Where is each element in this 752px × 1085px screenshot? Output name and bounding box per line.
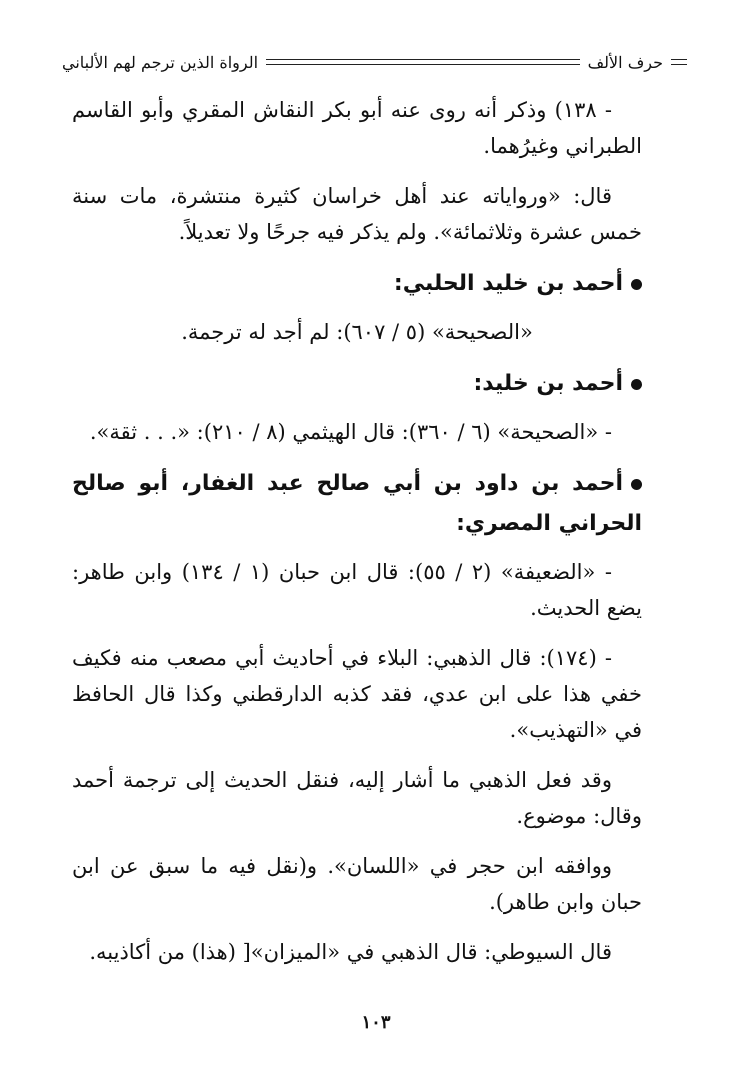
- bullet-icon: [631, 379, 642, 390]
- paragraph-quote-khurasan: قال: «ورواياته عند أهل خراسان كثيرة منتشرة، مات سنة خمس عشرة وثلاثمائة». ولم يذكر فيه جرحًا ولا تعديلاً.: [72, 184, 642, 244]
- paragraph-suyuti: قال السيوطي: قال الذهبي في «الميزان»[ (هذا) من أكاذيبه.: [89, 940, 612, 964]
- entry-heading-text: أحمد بن خليد الحلبي:: [393, 271, 623, 296]
- bullet-icon: [631, 279, 642, 290]
- entry-heading: [72, 464, 642, 544]
- entry-heading: [72, 364, 642, 404]
- paragraph-sahiha-ref: «الصحيحة» (٥ / ٦٠٧): لم أجد له ترجمة.: [181, 320, 533, 344]
- bullet-icon: [631, 479, 642, 490]
- paragraph-daifa-ref: - «الضعيفة» (٢ / ٥٥): قال ابن حبان (١ / ١٣٤) وابن طاهر: يضع الحديث.: [72, 560, 642, 620]
- page-body: [72, 92, 642, 984]
- header-rule: [266, 59, 580, 65]
- entry-heading-text: أحمد بن داود بن أبي صالح عبد الغفار، أبو صالح الحراني المصري:: [72, 471, 642, 536]
- header-section-title: حرف الألف: [587, 52, 663, 72]
- paragraph-dhahabi-action: وقد فعل الذهبي ما أشار إليه، فنقل الحديث إلى ترجمة أحمد وقال: موضوع.: [72, 768, 642, 828]
- header-book-title: الرواة الذين ترجم لهم الألباني: [62, 52, 259, 72]
- running-header: [62, 48, 687, 76]
- entry-heading-text: أحمد بن خليد:: [473, 371, 623, 396]
- paragraph-ibn-hajar: ووافقه ابن حجر في «اللسان». و(نقل فيه ما سبق عن ابن حبان وابن طاهر).: [72, 854, 642, 914]
- paragraph-haythami: - «الصحيحة» (٦ / ٣٦٠): قال الهيثمي (٨ / ٢١٠): «. . . ثقة».: [89, 420, 612, 444]
- header-section: [588, 53, 687, 72]
- paragraph-dhahabi: - (١٧٤): قال الذهبي: البلاء في أحاديث أبي مصعب منه فكيف خفي هذا على ابن عدي، فقد كذبه الدارقطني وكذا قال الحافظ في «التهذيب».: [72, 646, 642, 742]
- paragraph-narrators: - ١٣٨) وذكر أنه روى عنه أبو بكر النقاش المقري وأبو القاسم الطبراني وغيرُهما.: [72, 98, 642, 158]
- page-number: ١٠٣: [361, 1012, 391, 1033]
- entry-heading: [72, 264, 642, 304]
- header-rule-short: [671, 59, 687, 65]
